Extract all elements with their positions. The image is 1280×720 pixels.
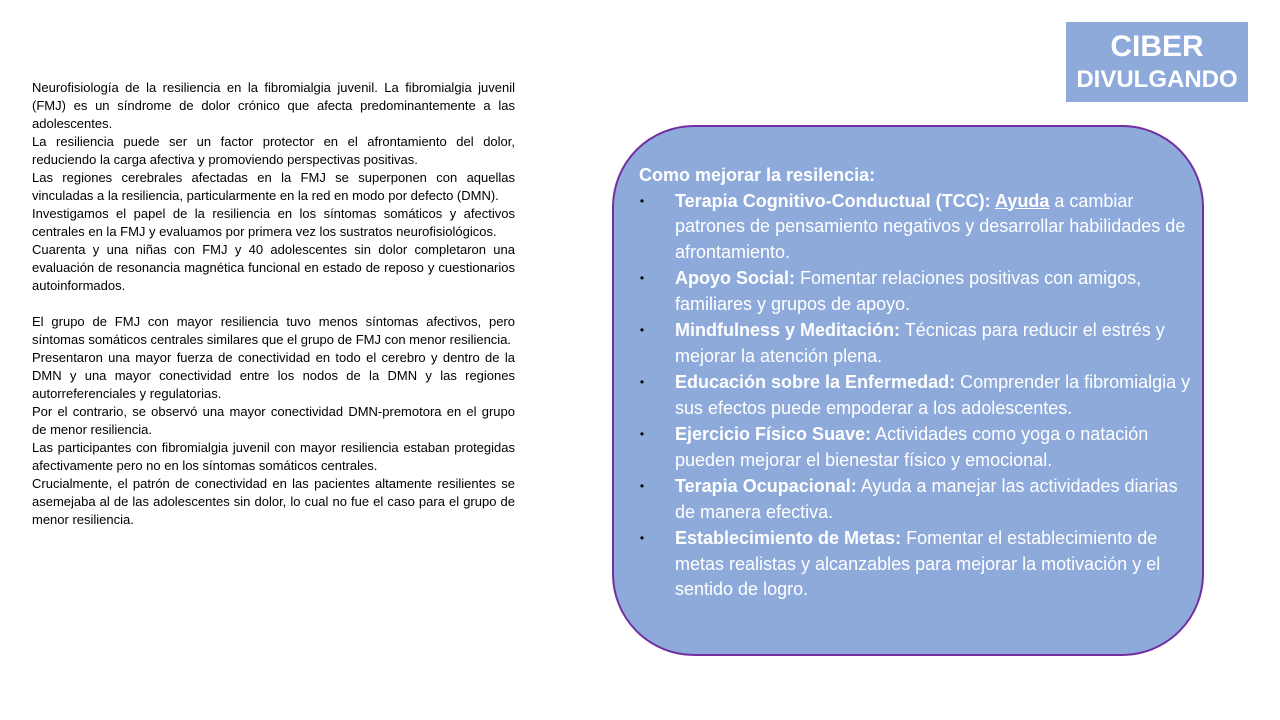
tip-underlined-word: Ayuda <box>994 190 1050 211</box>
article-paragraph: Las regiones cerebrales afectadas en la FMJ se superponen con aquellas vinculadas a la resiliencia, particularmente en la red en modo por defecto (DMN). <box>32 170 515 203</box>
article-paragraph: Presentaron una mayor fuerza de conectividad en todo el cerebro y dentro de la DMN y una mayor conectividad entre los nodos de la DMN y las regiones autorreferenciales y regulatorias. <box>32 350 515 401</box>
tip-item <box>639 189 1196 266</box>
bullet-icon: • <box>639 479 645 493</box>
tip-item <box>639 370 1196 421</box>
tip-heading: Terapia Ocupacional: <box>675 476 857 496</box>
bullet-icon: • <box>639 193 645 208</box>
tip-heading: Apoyo Social: <box>675 268 796 288</box>
logo-line-2: DIVULGANDO <box>1076 66 1238 93</box>
card-title: Como mejorar la resilencia: <box>639 165 876 185</box>
tip-item <box>639 422 1196 473</box>
article-paragraph: Crucialmente, el patrón de conectividad en las pacientes altamente resilientes se asemejaba al de las adolescentes sin dolor, lo cual no fue el caso para el grupo de menor resiliencia. <box>32 476 515 527</box>
tip-description: Ayuda a manejar las actividades diarias de manera efectiva. <box>675 476 1178 522</box>
tip-heading: Terapia Cognitivo-Conductual (TCC): <box>675 190 995 211</box>
ciber-divulgando-logo <box>1066 22 1248 102</box>
bullet-icon: • <box>639 427 645 441</box>
tip-description: Fomentar el establecimiento de metas realistas y alcanzables para mejorar la motivación y el sentido de logro. <box>675 528 1161 599</box>
bullet-icon: • <box>639 271 645 285</box>
tip-item <box>639 266 1196 317</box>
article-paragraph: Investigamos el papel de la resiliencia en los síntomas somáticos y afectivos centrales en la FMJ y evaluamos por primera vez los sustratos neurofisiológicos. <box>32 206 515 239</box>
tip-description: Técnicas para reducir el estrés y mejorar la atención plena. <box>675 320 1165 366</box>
tip-description: Comprender la fibromialgia y sus efectos puede empoderar a los adolescentes. <box>675 372 1191 418</box>
article-paragraph: El grupo de FMJ con mayor resiliencia tuvo menos síntomas afectivos, pero síntomas somáticos centrales similares que el grupo de FMJ con menor resiliencia. <box>32 314 515 347</box>
bullet-icon: • <box>639 323 645 337</box>
tip-item <box>639 526 1196 603</box>
article-paragraph: Neurofisiología de la resiliencia en la fibromialgia juvenil. La fibromialgia juvenil (FMJ) es un síndrome de dolor crónico que afecta predominantemente a las adolescentes. <box>32 80 515 131</box>
bullet-icon: • <box>639 531 645 545</box>
logo-line-1: CIBER <box>1110 30 1204 63</box>
article-text <box>32 79 515 529</box>
bullet-icon: • <box>639 375 645 389</box>
tip-item <box>639 474 1196 525</box>
article-paragraph: Cuarenta y una niñas con FMJ y 40 adolescentes sin dolor completaron una evaluación de resonancia magnética funcional en estado de reposo y cuestionarios autoinformados. <box>32 242 515 293</box>
article-paragraph: Por el contrario, se observó una mayor conectividad DMN-premotora en el grupo de menor resiliencia. <box>32 404 515 437</box>
tip-heading: Educación sobre la Enfermedad: <box>675 372 956 392</box>
tips-list <box>639 189 1196 603</box>
article-paragraph: Las participantes con fibromialgia juvenil con mayor resiliencia estaban protegidas afectivamente pero no en los síntomas somáticos centrales. <box>32 440 515 473</box>
tip-description: Fomentar relaciones positivas con amigos, familiares y grupos de apoyo. <box>675 268 1142 314</box>
article-paragraph <box>32 295 515 313</box>
tip-heading: Ejercicio Físico Suave: <box>675 424 872 444</box>
tip-description: Actividades como yoga o natación pueden mejorar el bienestar físico y emocional. <box>675 424 1149 470</box>
tip-heading: Establecimiento de Metas: <box>675 528 902 548</box>
tip-heading: Mindfulness y Meditación: <box>675 320 901 340</box>
article-paragraph: La resiliencia puede ser un factor protector en el afrontamiento del dolor, reduciendo la carga afectiva y promoviendo perspectivas positivas. <box>32 134 515 167</box>
tip-description: a cambiar patrones de pensamiento negativos y desarrollar habilidades de afrontamiento. <box>675 190 1186 262</box>
tip-item <box>639 318 1196 369</box>
resilience-tips-card <box>612 125 1204 656</box>
